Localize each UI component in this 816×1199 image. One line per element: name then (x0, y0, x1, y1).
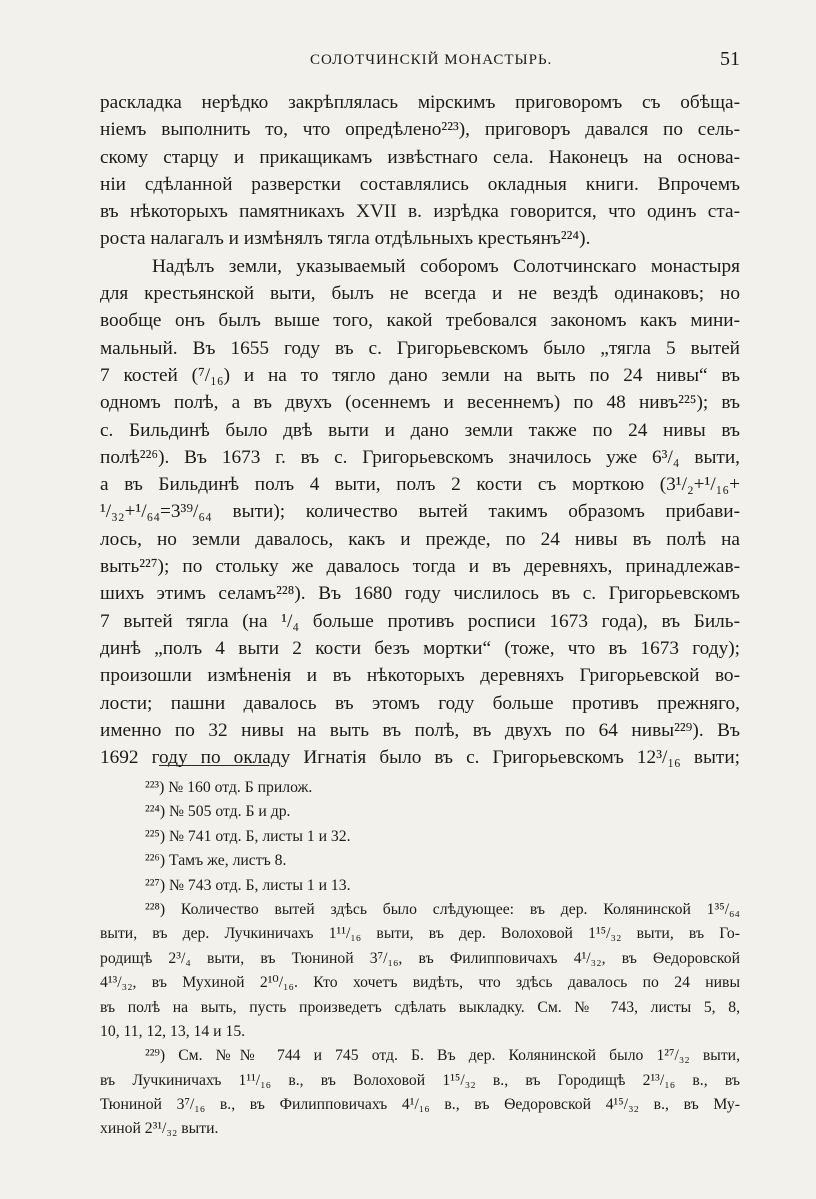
text-line: въ нѣкоторыхъ памятникахъ XVII в. изрѣдка говорится, что одинъ ста- (100, 201, 740, 223)
text-line: 7 вытей тягла (на ¹/₄ больше противъ росписи 1673 года), въ Биль- (100, 610, 740, 632)
text-line: шихъ этимъ селамъ²²⁸). Въ 1680 году числилось въ с. Григорьевскомъ (100, 583, 740, 605)
text-line: одномъ полѣ, а въ двухъ (осеннемъ и весеннемъ) по 48 нивъ²²⁵); въ (100, 392, 740, 414)
text-line: для крестьянской выти, былъ не всегда и не вездѣ одинаковъ; но (100, 283, 740, 305)
text-line: раскладка нерѣдко закрѣплялась мірскимъ приговоромъ съ обѣща- (100, 92, 740, 113)
footnote-line: ²²³) № 160 отд. Б прилож. (145, 779, 313, 796)
text-line: произошли измѣненія и въ нѣкоторыхъ деревняхъ Григорьевской во- (100, 665, 740, 687)
footnote-line: ²²⁹) См. №№ 744 и 745 отд. Б. Въ дер. Колянинской было 1²⁷/₃₂ выти, (145, 1047, 740, 1065)
text-line: ніи сдѣланной разверстки составлялись окладныя книги. Впрочемъ (100, 173, 740, 195)
running-head (100, 48, 740, 74)
text-line: роста налагалъ и измѣнялъ тягла отдѣльныхъ крестьянъ²²⁴). (100, 228, 591, 250)
footnote-line: Тюниной 3⁷/₁₆ в., въ Филипповичахъ 4¹/₁₆ в., въ Ѳедоровской 4¹⁵/₃₂ в., въ Му- (100, 1096, 740, 1114)
text-line: скому старцу и прикащикамъ извѣстнаго села. Наконецъ на основа- (100, 146, 740, 168)
footnote-rule (159, 765, 269, 766)
page-number: 51 (720, 48, 740, 70)
footnote-line: хиной 2³¹/₃₂ выти. (100, 1120, 219, 1138)
text-line: Надѣлъ земли, указываемый соборомъ Солотчинскаго монастыря (152, 255, 740, 277)
text-line: а въ Бильдинѣ полъ 4 выти, полъ 2 кости съ морткою (3¹/₂+¹/₁₆+ (100, 474, 740, 496)
text-line: с. Бильдинѣ было двѣ выти и дано земли также по 24 нивы въ (100, 419, 740, 441)
text-line: лости; пашни давалось въ этомъ году больше противъ прежняго, (100, 692, 740, 714)
footnote-line: ²²⁵) № 741 отд. Б, листы 1 и 32. (145, 827, 351, 845)
text-line: ніемъ выполнить то, что опредѣлено²²³), приговоръ давался по сель- (100, 119, 740, 141)
text-line: 1692 году по окладу Игнатія было въ с. Григорьевскомъ 12³/₁₆ выти; (100, 747, 740, 769)
running-title: СОЛОТЧИНСКІЙ МОНАСТЫРЬ. (310, 52, 553, 68)
footnote-line: ²²⁸) Количество вытей здѣсь было слѣдующее: въ дер. Колянинской 1³⁵/₆₄ (145, 900, 740, 918)
footnote-line: въ Лучкиничахъ 1¹¹/₁₆ в., въ Волоховой 1¹⁵/₃₂ в., въ Городищѣ 2¹³/₁₆ в., въ (100, 1071, 740, 1089)
footnote-line: 10, 11, 12, 13, 14 и 15. (100, 1022, 246, 1040)
footnote-line: въ полѣ на выть, пусть произведетъ сдѣлать выкладку. См. № 743, листы 5, 8, (100, 998, 740, 1016)
text-line: лось, но земли давалось, какъ и прежде, по 24 нивы въ полѣ на (100, 528, 740, 550)
text-line: мальный. Въ 1655 году въ с. Григорьевскомъ было „тягла 5 вытей (100, 337, 740, 359)
text-line: вообще онъ былъ выше того, какой требовался закономъ какъ мини- (100, 310, 740, 332)
text-line: именно по 32 нивы на выть въ полѣ, въ двухъ по 64 нивы²²⁹). Въ (100, 719, 740, 741)
footnote-line: выти, въ дер. Лучкиничахъ 1¹¹/₁₆ выти, въ дер. Волоховой 1¹⁵/₃₂ выти, въ Го- (100, 925, 740, 943)
text-line: выть²²⁷); по стольку же давалось тогда и въ деревняхъ, принадлежав- (100, 556, 740, 578)
text-line: динѣ „полъ 4 выти 2 кости безъ мортки“ (тоже, что въ 1673 году); (100, 637, 740, 659)
main-text (100, 89, 740, 771)
footnote-line: ²²⁷) № 743 отд. Б, листы 1 и 13. (145, 876, 351, 894)
footnote-line: родищѣ 2³/₄ выти, въ Тюниной 3⁷/₁₆, въ Филипповичахъ 4¹/₃₂, въ Ѳедоровской (100, 949, 740, 967)
text-line: ¹/₃₂+¹/₆₄=3³⁹/₆₄ выти); количество вытей такимъ образомъ прибави- (100, 501, 740, 523)
text-line: 7 костей (⁷/₁₆) и на то тягло дано земли на выть по 24 нивы“ въ (100, 364, 740, 386)
footnote-line: ²²⁶) Тамъ же, листъ 8. (145, 852, 287, 870)
footnote-line: 4¹³/₃₂, въ Мухиной 2¹⁰/₁₆. Кто хочетъ видѣть, что здѣсь давалось по 24 нивы (100, 974, 740, 992)
footnote-line: ²²⁴) № 505 отд. Б и др. (145, 803, 291, 821)
text-line: полѣ²²⁶). Въ 1673 г. въ с. Григорьевскомъ значилось уже 6³/₄ выти, (100, 446, 740, 468)
footnotes (100, 776, 740, 1142)
